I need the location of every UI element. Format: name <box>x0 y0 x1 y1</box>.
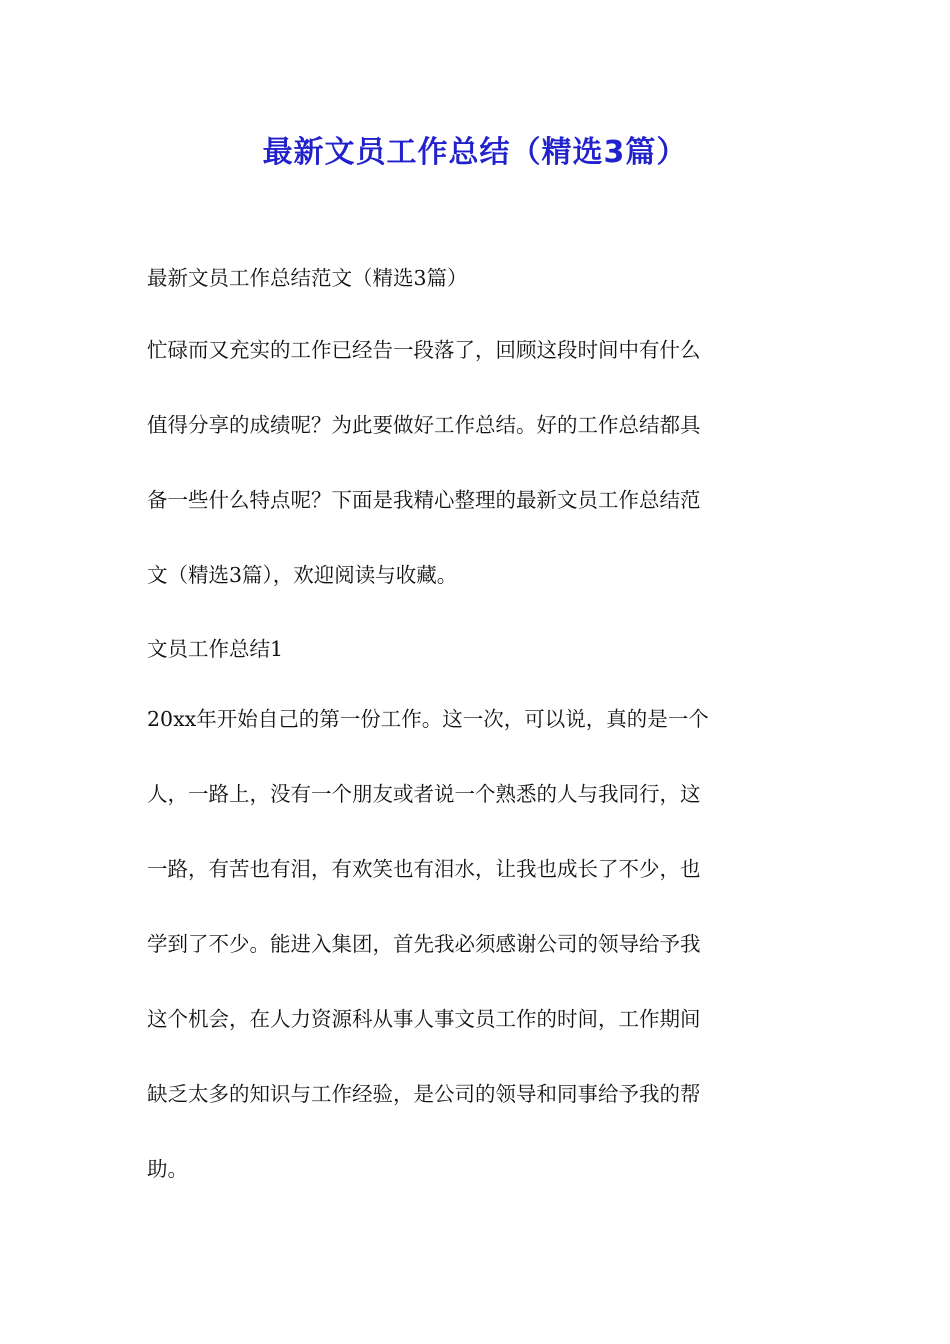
text-line: 备一些什么特点呢？下面是我精心整理的最新文员工作总结范 <box>147 488 701 512</box>
text-line: 这个机会，在人力资源科从事人事文员工作的时间，工作期间 <box>147 1007 701 1031</box>
text-line: 文（精选3篇），欢迎阅读与收藏。 <box>147 563 458 587</box>
body-paragraph <box>147 699 807 1189</box>
document-title: 最新文员工作总结（精选3篇） <box>262 135 688 170</box>
text-line: 一路，有苦也有泪，有欢笑也有泪水，让我也成长了不少，也 <box>147 857 701 881</box>
text-line: 缺乏太多的知识与工作经验，是公司的领导和同事给予我的帮 <box>147 1082 701 1106</box>
text-line: 助。 <box>147 1157 188 1181</box>
text-line: 忙碌而又充实的工作已经告一段落了，回顾这段时间中有什么 <box>147 338 701 362</box>
text-line: 值得分享的成绩呢？为此要做好工作总结。好的工作总结都具 <box>147 413 701 437</box>
text-line: 20xx年开始自己的第一份工作。这一次，可以说，真的是一个 <box>147 707 709 731</box>
section-heading: 文员工作总结1 <box>147 637 284 661</box>
text-line: 学到了不少。能进入集团，首先我必须感谢公司的领导给予我 <box>147 932 701 956</box>
text-line: 人，一路上，没有一个朋友或者说一个熟悉的人与我同行，这 <box>147 782 701 806</box>
document-body <box>147 258 807 1189</box>
document-subtitle: 最新文员工作总结范文（精选3篇） <box>147 266 468 290</box>
intro-paragraph <box>147 330 807 595</box>
